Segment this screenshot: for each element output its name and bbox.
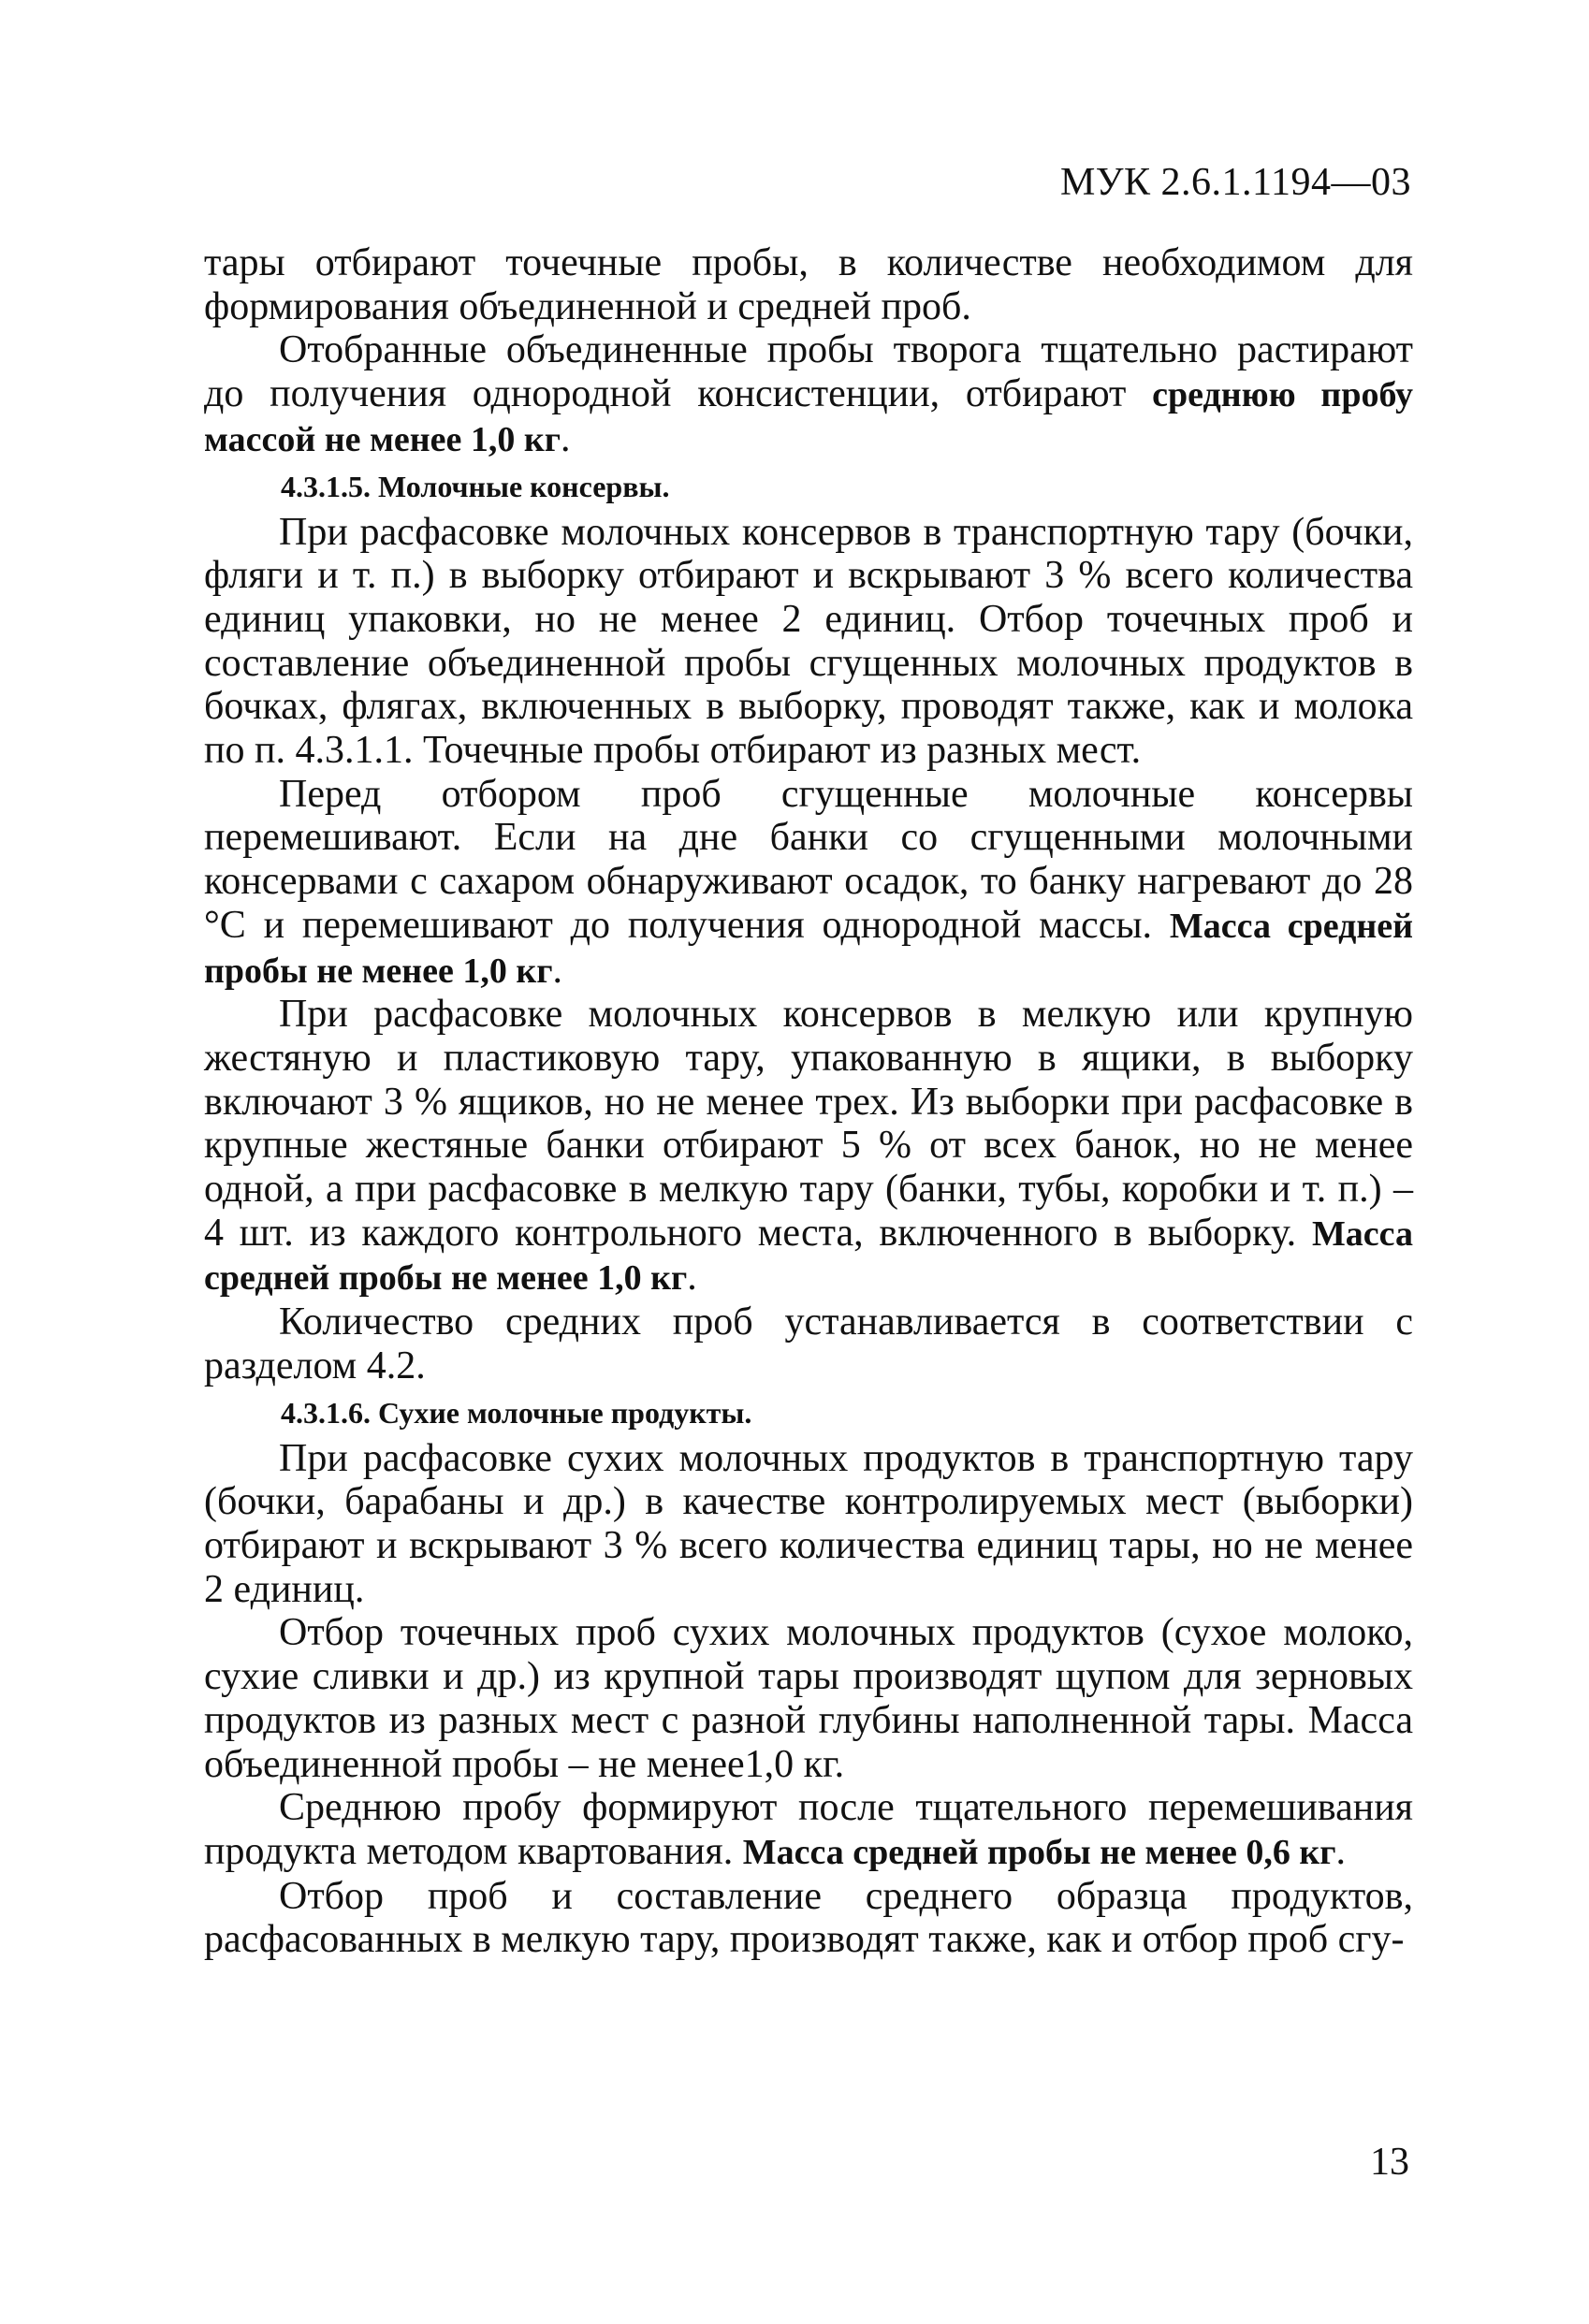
paragraph-dry-transport bbox=[204, 1437, 1413, 1612]
document-code-header: МУК 2.6.1.1194—03 bbox=[1059, 161, 1411, 204]
page-number: 13 bbox=[1370, 2141, 1409, 2184]
paragraph-text: При расфасовке сухих молочных продуктов в транспортную тару (бочки, барабаны и др.) в качестве контролируемых мест (выборки) отбирают и вскрывают 3 % всего количества единиц тары, но не менее 2 единиц. bbox=[204, 1436, 1413, 1611]
bold-sample-mass: Масса средней пробы не менее 1,0 кг bbox=[204, 1213, 1413, 1299]
paragraph-canned-transport bbox=[204, 511, 1413, 773]
paragraph-condensed-mixing bbox=[204, 773, 1413, 994]
paragraph-sample-count bbox=[204, 1300, 1413, 1387]
paragraph-small-tare bbox=[204, 1875, 1413, 1962]
paragraph-tail: . bbox=[552, 948, 562, 992]
paragraph-text: Количество средних проб устанавливается в соответствии с разделом 4.2. bbox=[204, 1300, 1413, 1387]
paragraph-tail: . bbox=[687, 1256, 697, 1300]
paragraph-text: Отбор точечных проб сухих молочных продуктов (сухое молоко, сухие сливки и др.) из крупной тары производят щупом для зерновых продуктов из разных мест с разной глубины наполненной тары. Масса объединенной пробы – не менее1,0 кг. bbox=[204, 1611, 1413, 1786]
bold-sample-mass: среднюю пробу массой не менее 1,0 кг bbox=[204, 375, 1414, 459]
paragraph-text: Среднюю пробу формируют после тщательного перемешивания продукта методом квартования. bbox=[204, 1786, 1413, 1873]
paragraph-quartering bbox=[204, 1786, 1413, 1874]
section-heading-dry-milk: 4.3.1.6. Сухие молочные продукты. bbox=[281, 1395, 752, 1430]
paragraph-dry-sampling bbox=[204, 1611, 1413, 1786]
paragraph-tail: . bbox=[561, 416, 571, 460]
paragraph-text: При расфасовке молочных консервов в транспортную тару (бочки, фляги и т. п.) в выборку отбирают и вскрывают 3 % всего количества единиц упаковки, но не менее 2 единиц. Отбор точечных проб и составление объединенной пробы сгущенных молочных продуктов в бочках, флягах, включенных в выборку, проводят также, как и молока по п. 4.3.1.1. Точечные пробы отбирают из разных мест. bbox=[204, 510, 1413, 773]
paragraph-small-packaging bbox=[204, 993, 1413, 1300]
section-heading-canned-milk: 4.3.1.5. Молочные консервы. bbox=[281, 469, 670, 503]
bold-sample-mass: Масса средней пробы не менее 0,6 кг bbox=[742, 1832, 1336, 1872]
paragraph-curd-sample bbox=[204, 328, 1413, 461]
paragraph-text: Отбор проб и составление среднего образца продуктов, расфасованных в мелкую тару, производят также, как и отбор проб сгу- bbox=[204, 1874, 1413, 1962]
paragraph-text: Перед отбором проб сгущенные молочные консервы перемешивают. Если на дне банки со сгущенными молочными консервами с сахаром обнаруживают осадок, то банку нагревают до 28 °С и перемешивают до получения однородной массы. bbox=[204, 772, 1413, 947]
paragraph-text: тары отбирают точечные пробы, в количестве необходимом для формирования объединенной и средней проб. bbox=[204, 241, 1413, 328]
paragraph-tail: . bbox=[1335, 1829, 1347, 1873]
paragraph-text: При расфасовке молочных консервов в мелкую или крупную жестяную и пластиковую тару, упакованную в ящики, в выборку включают 3 % ящиков, но не менее трех. Из выборки при расфасовке в крупные жестяные банки отбирают 5 % от всех банок, но не менее одной, а при расфасовке в мелкую тару (банки, тубы, коробки и т. п.) – 4 шт. из каждого контрольного места, включенного в выборку. bbox=[204, 993, 1413, 1255]
bold-sample-mass: Масса средней пробы не менее 1,0 кг bbox=[204, 906, 1413, 991]
paragraph-text: Отобранные объединенные пробы творога тщательно растирают до получения однородной консистенции, отбирают bbox=[204, 328, 1413, 416]
paragraph-continuation bbox=[204, 241, 1413, 328]
body-text bbox=[204, 241, 1413, 1962]
